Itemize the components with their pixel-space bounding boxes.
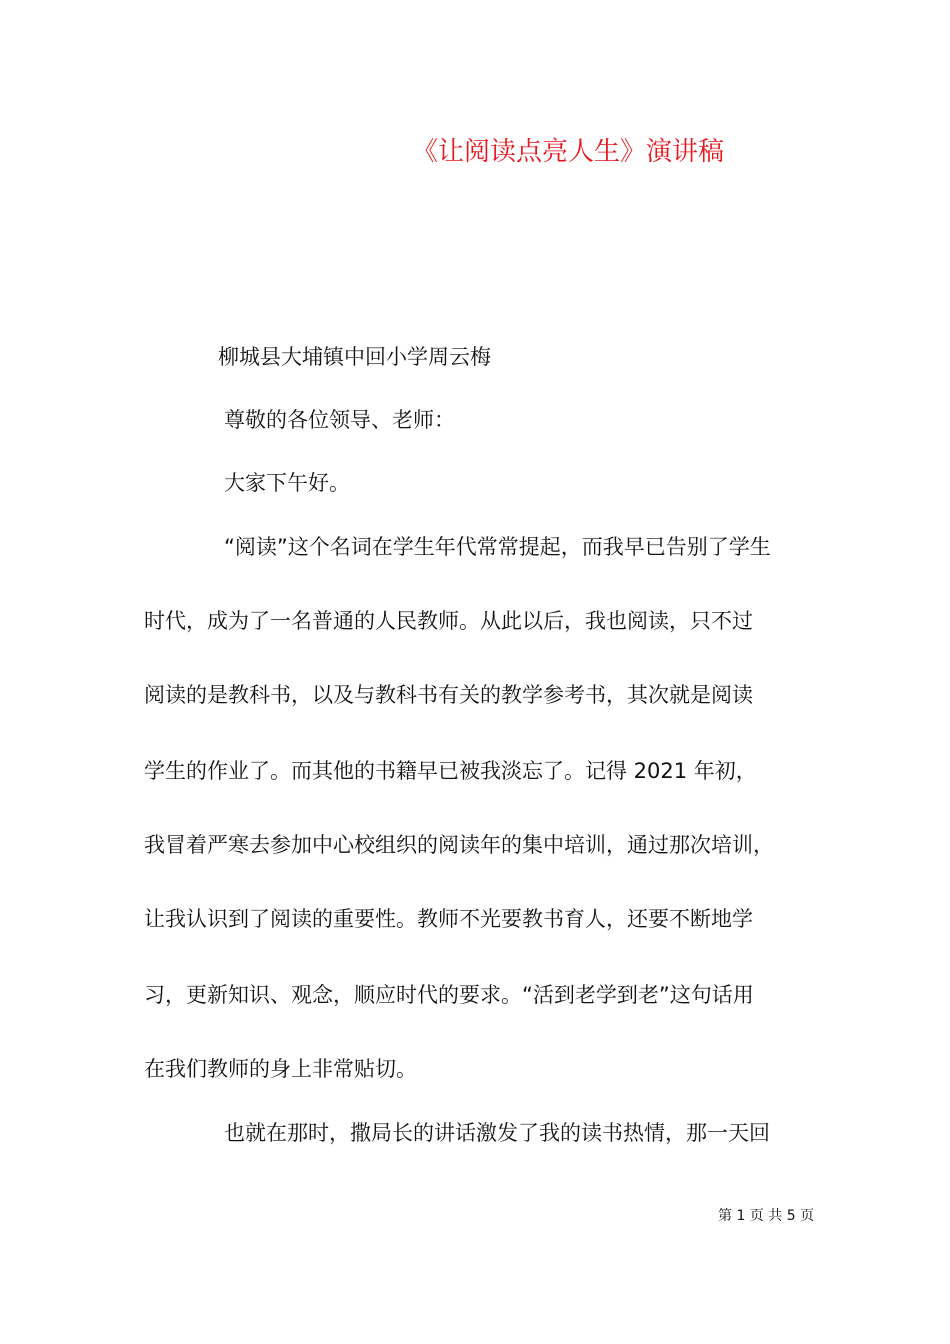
paragraph-line: 我冒着严寒去参加中心校组织的阅读年的集中培训，通过那次培训， [144, 833, 774, 857]
author-line: 柳城县大埔镇中回小学周云梅 [218, 345, 491, 369]
document-title: 《让阅读点亮人生》演讲稿 [411, 137, 724, 167]
paragraph-line: 学生的作业了。而其他的书籍早已被我淡忘了。记得 2021 年初， [144, 759, 757, 783]
greeting: 大家下午好。 [224, 471, 350, 495]
paragraph-line: 让我认识到了阅读的重要性。教师不光要教书育人，还要不断地学 [144, 907, 753, 931]
paragraph-line: 也就在那时，撒局长的讲话激发了我的读书热情，那一天回 [224, 1121, 770, 1145]
paragraph-line: 时代，成为了一名普通的人民教师。从此以后，我也阅读，只不过 [144, 609, 753, 633]
paragraph-line: 在我们教师的身上非常贴切。 [144, 1057, 417, 1081]
salutation: 尊敬的各位领导、老师： [224, 408, 455, 432]
paragraph-line: 阅读的是教科书，以及与教科书有关的教学参考书，其次就是阅读 [144, 683, 753, 707]
paragraph-line: “阅读”这个名词在学生年代常常提起，而我早已告别了学生 [224, 535, 771, 559]
paragraph-line: 习，更新知识、观念，顺应时代的要求。“活到老学到老”这句话用 [144, 983, 754, 1007]
page-number: 第 1 页 共 5 页 [718, 1208, 815, 1224]
